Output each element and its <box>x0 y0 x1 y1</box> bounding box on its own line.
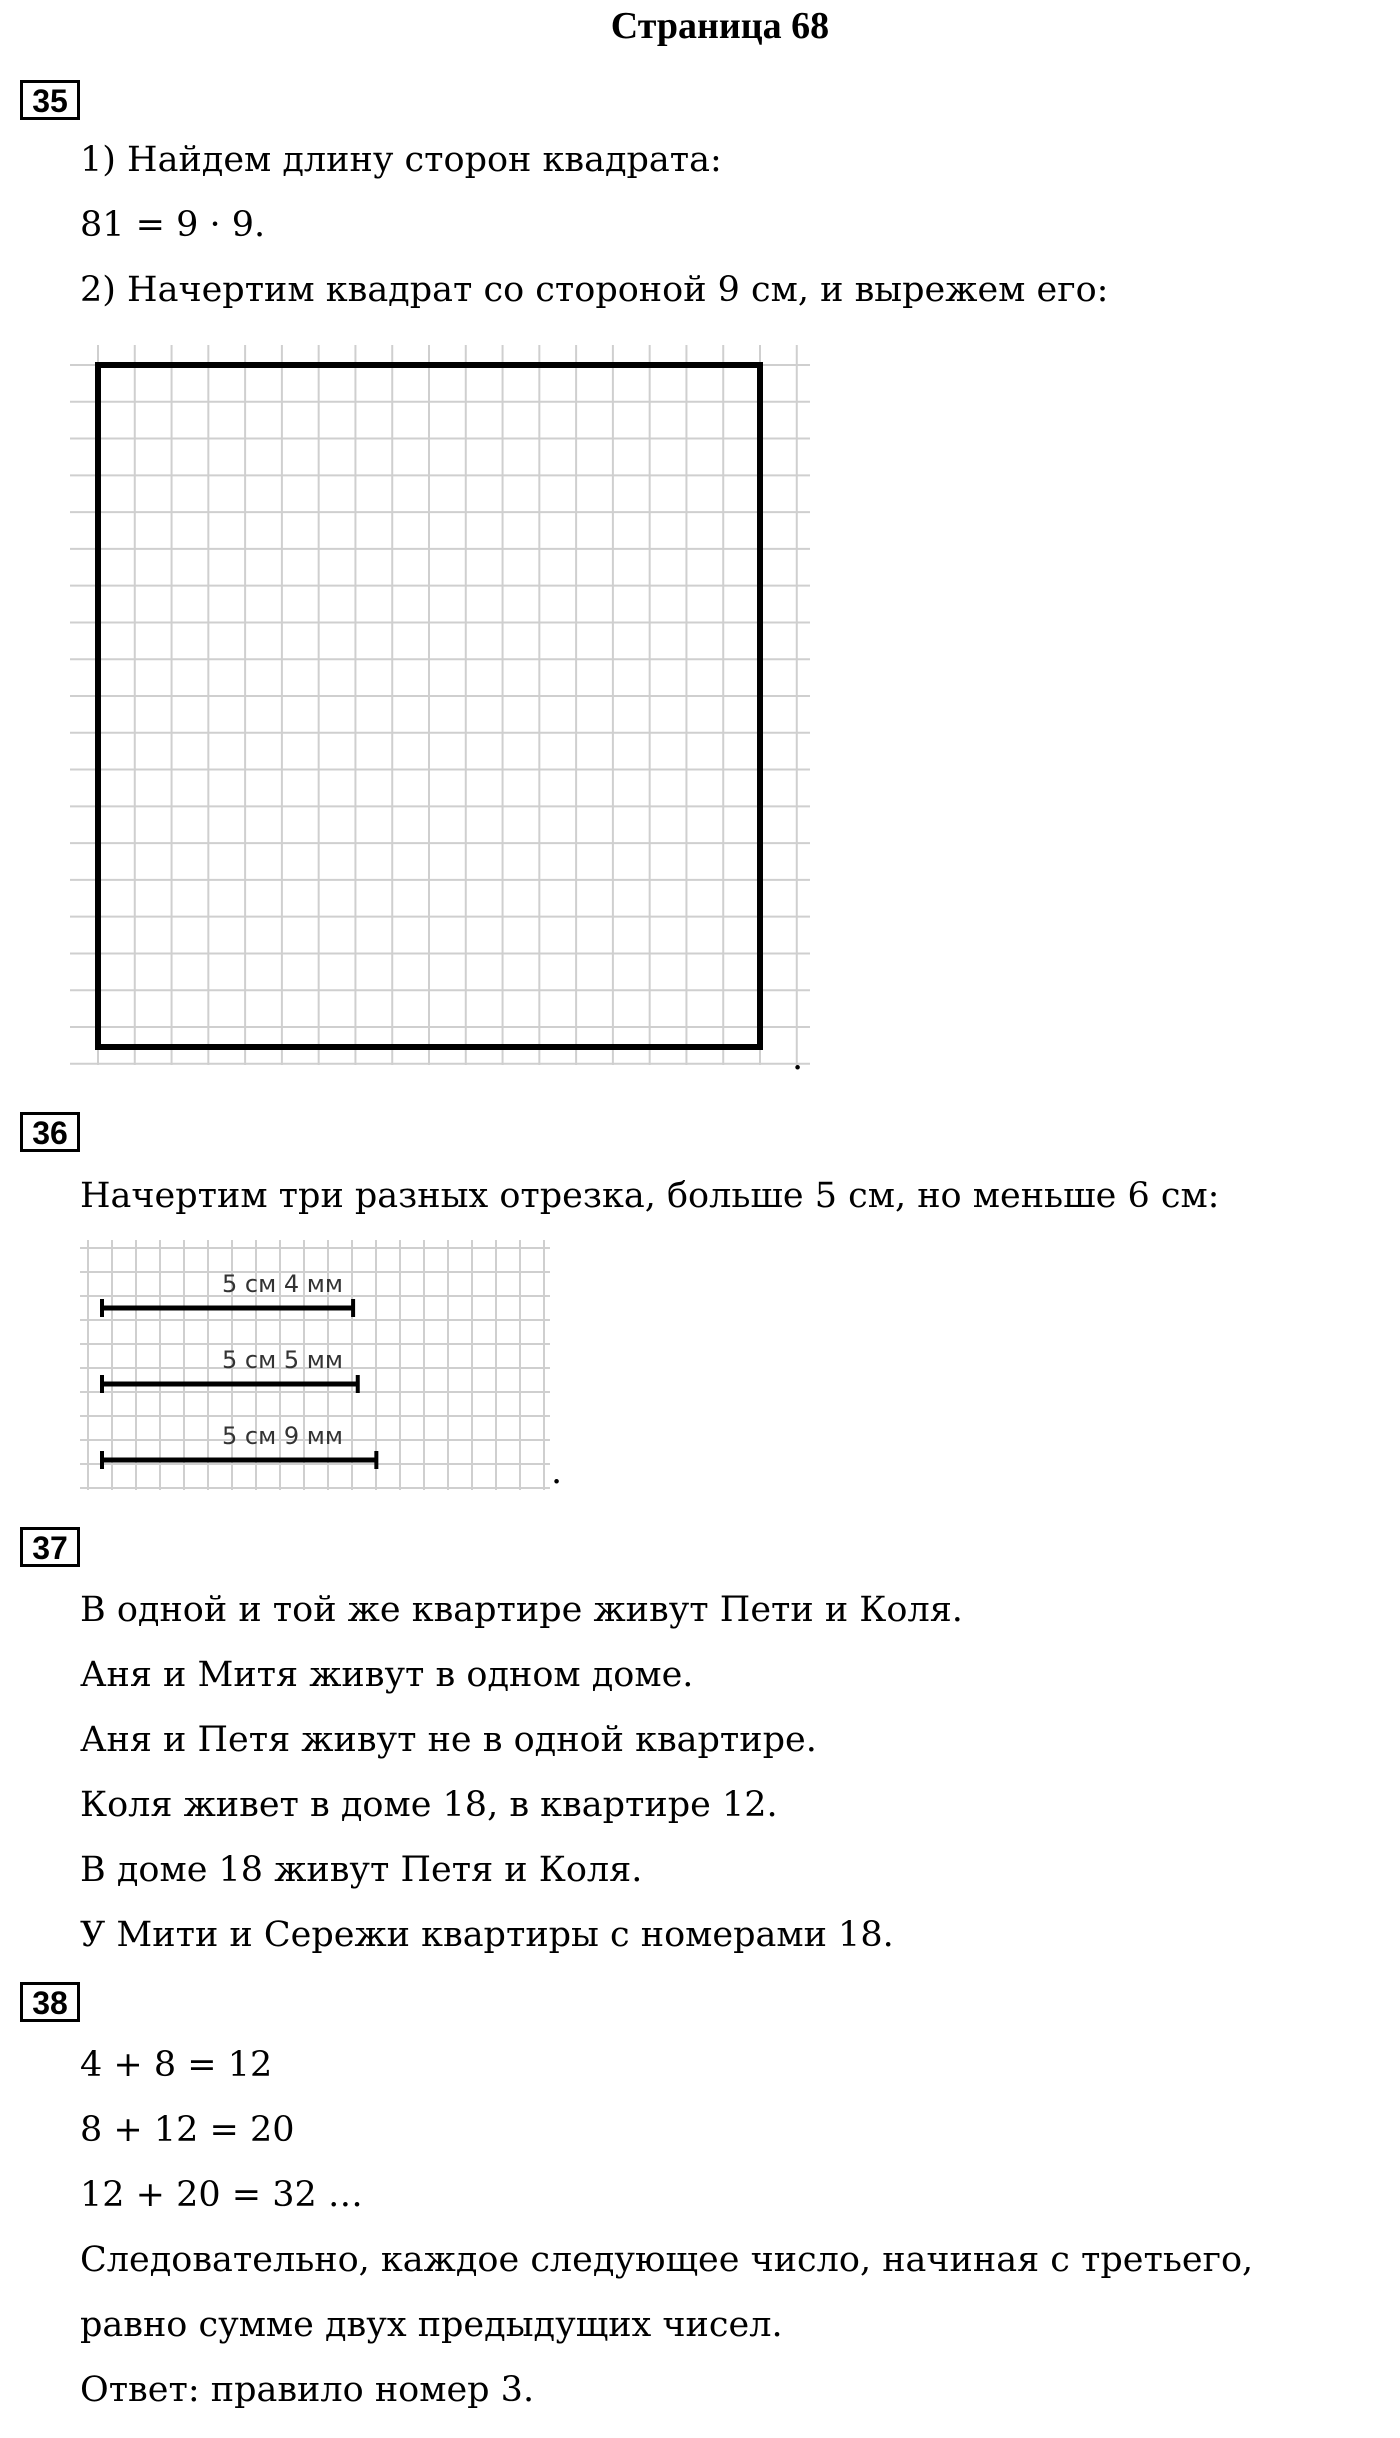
problem-37-line-5: В доме 18 живут Петя и Коля. <box>80 1850 643 1890</box>
problem-number-35: 35 <box>20 80 80 120</box>
problem-number-38: 38 <box>20 1982 80 2022</box>
problem-37-line-1: В одной и той же квартире живут Пети и Коля. <box>80 1590 963 1630</box>
problem-38-line-4: Следовательно, каждое следующее число, начиная с третьего, <box>80 2240 1254 2280</box>
segment-1-label: 5 см 4 мм <box>222 1270 343 1298</box>
page-title: Страница 68 <box>610 5 830 47</box>
problem-38-line-6: Ответ: правило номер 3. <box>80 2370 535 2410</box>
problem-35-trailing-dot: . <box>792 1038 804 1078</box>
segment-3-label: 5 см 9 мм <box>222 1422 343 1450</box>
problem-38-line-1: 4 + 8 = 12 <box>80 2045 273 2085</box>
problem-38-line-2: 8 + 12 = 20 <box>80 2110 295 2150</box>
problem-number-36: 36 <box>20 1112 80 1152</box>
problem-37-line-4: Коля живет в доме 18, в квартире 12. <box>80 1785 778 1825</box>
problem-36-trailing-dot: . <box>551 1452 563 1492</box>
grid-lines <box>70 345 810 1065</box>
segments-grid-drawing <box>80 1240 563 1500</box>
segment-2-label: 5 см 5 мм <box>222 1346 343 1374</box>
square-grid-drawing <box>70 345 810 1085</box>
problem-number-37: 37 <box>20 1527 80 1567</box>
problem-37-line-3: Аня и Петя живут не в одной квартире. <box>80 1720 817 1760</box>
problem-36-line-1: Начертим три разных отрезка, больше 5 см, но меньше 6 см: <box>80 1176 1220 1216</box>
problem-35-line-1: 1) Найдем длину сторон квадрата: <box>80 140 722 180</box>
problem-35-line-2: 81 = 9 · 9. <box>80 205 266 245</box>
problem-37-line-2: Аня и Митя живут в одном доме. <box>80 1655 694 1695</box>
problem-35-line-3: 2) Начертим квадрат со стороной 9 см, и вырежем его: <box>80 270 1109 310</box>
problem-37-line-6: У Мити и Сережи квартиры с номерами 18. <box>80 1915 894 1955</box>
problem-38-line-3: 12 + 20 = 32 … <box>80 2175 363 2215</box>
problem-38-line-5: равно сумме двух предыдущих чисел. <box>80 2305 783 2345</box>
